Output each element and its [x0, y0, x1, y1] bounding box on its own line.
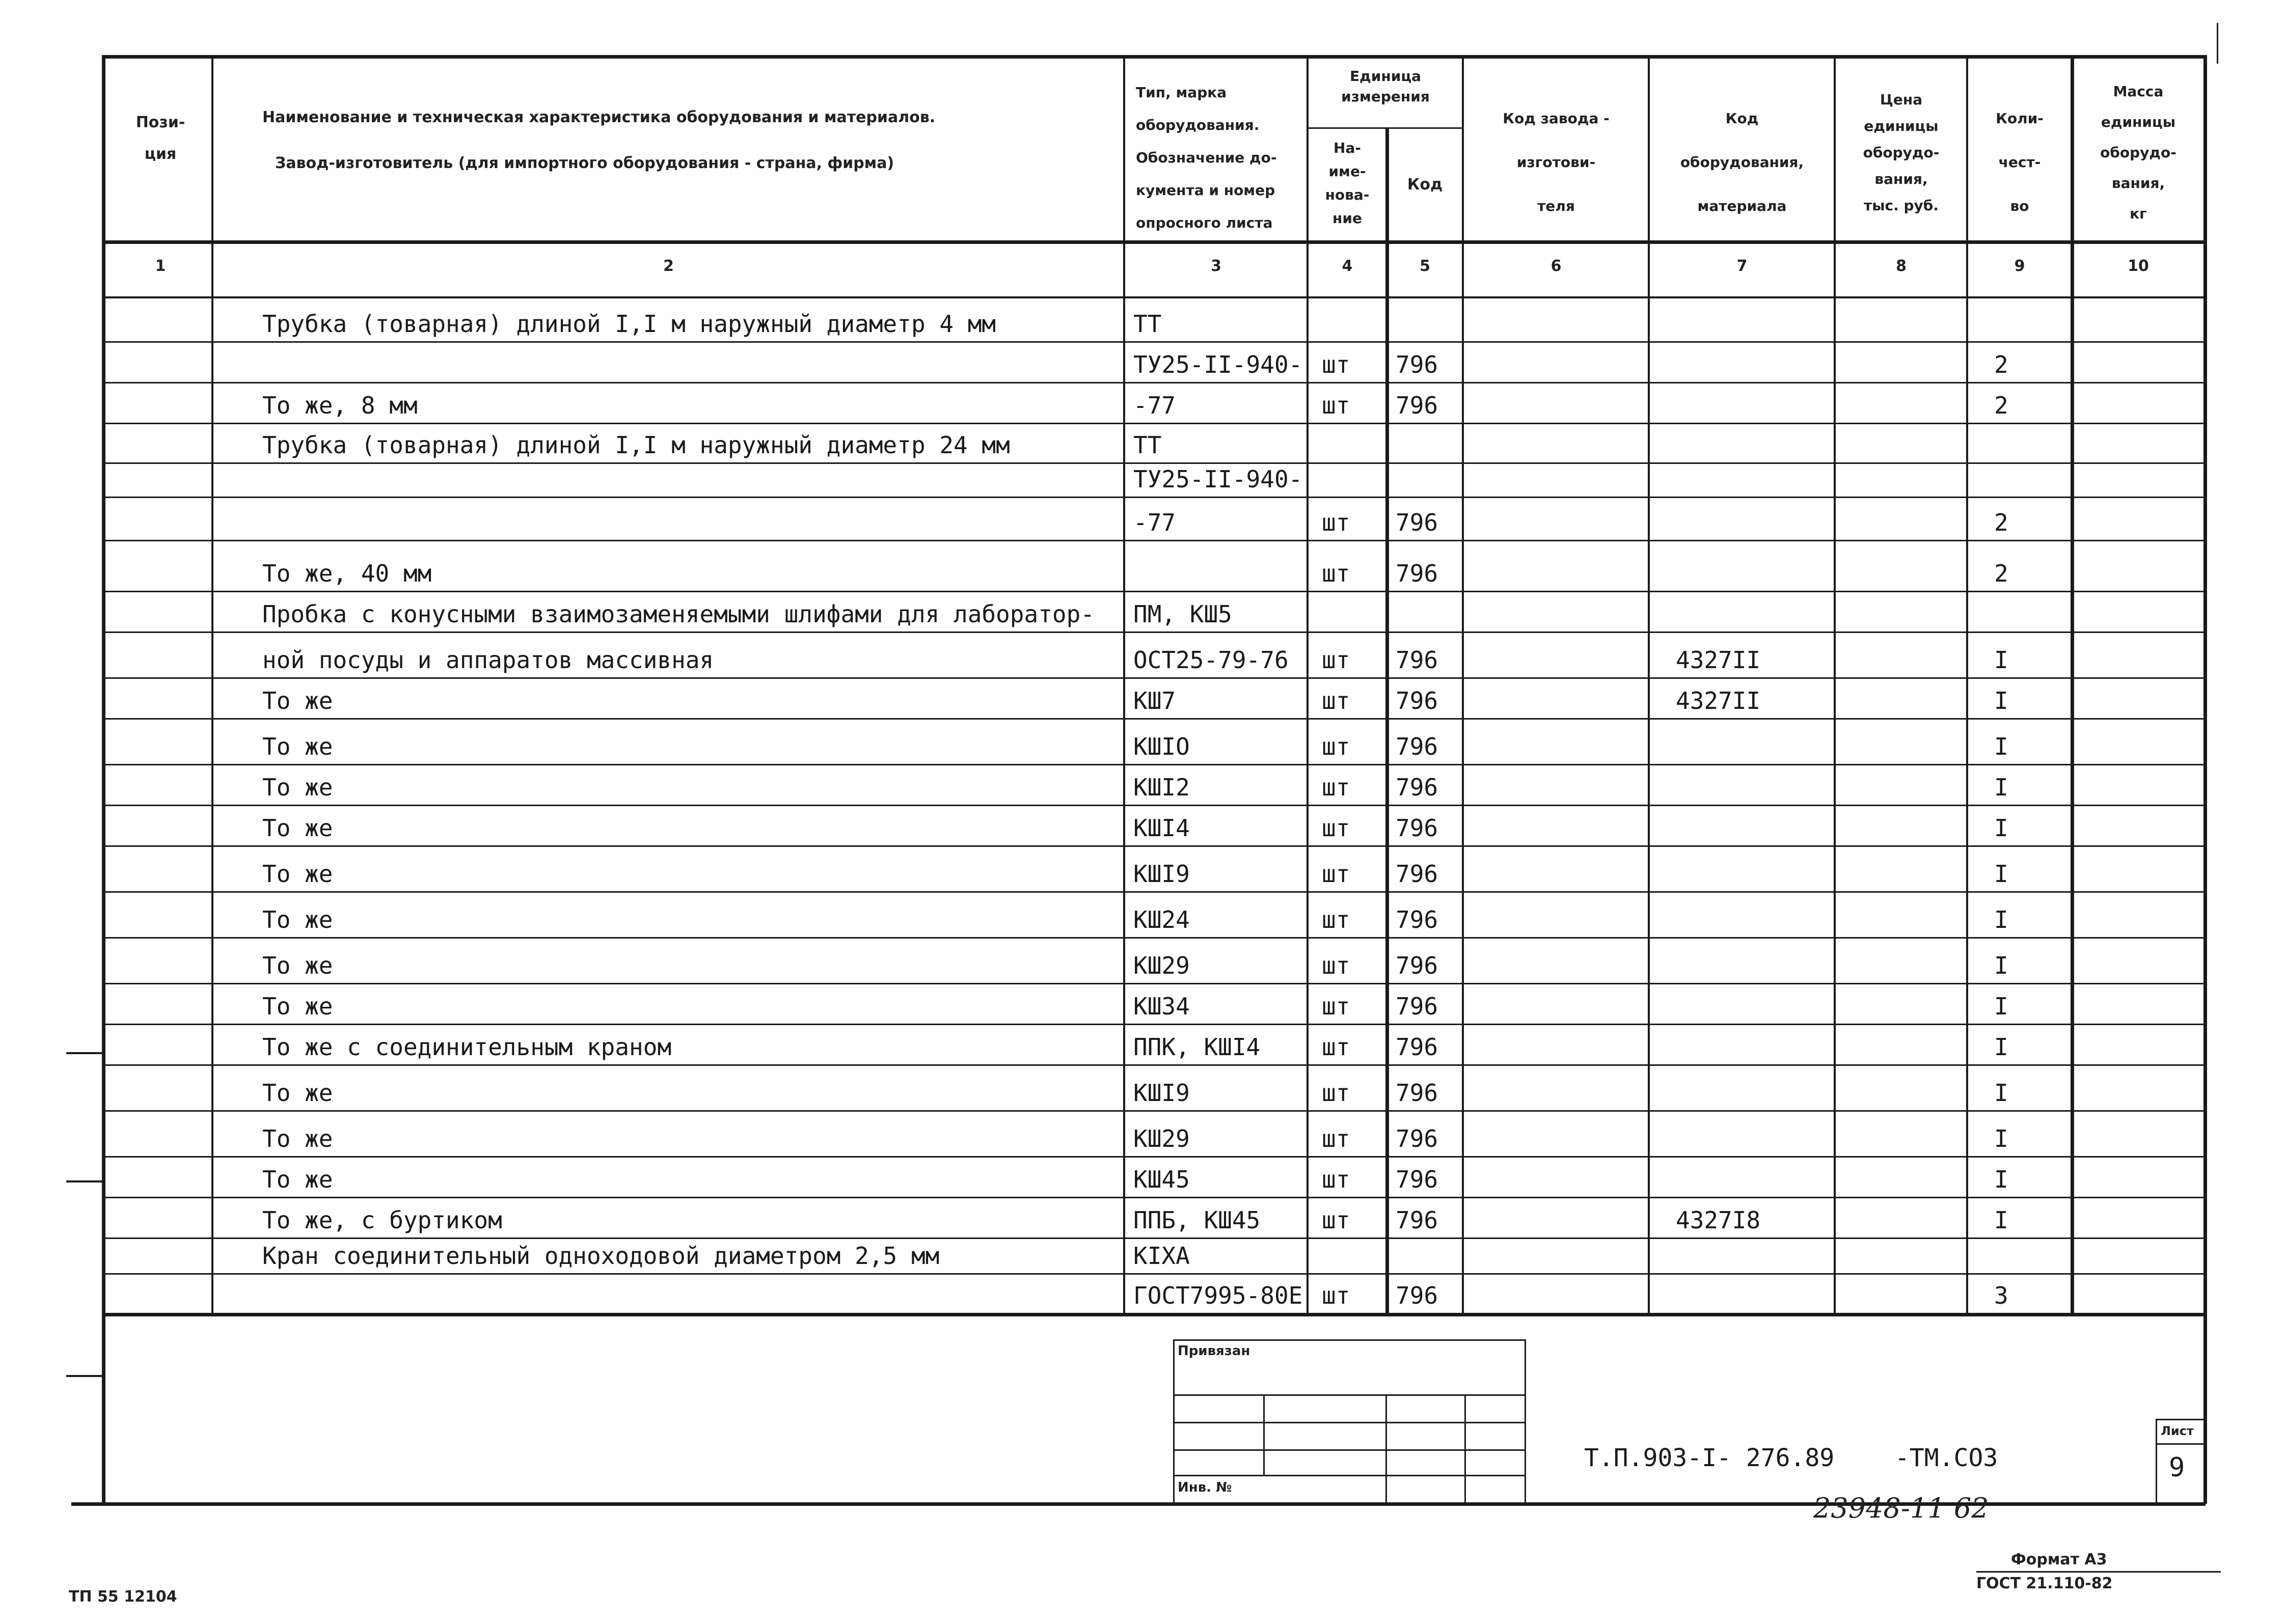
- item-name: То же: [262, 1125, 333, 1152]
- col-number-2: 2: [663, 257, 674, 275]
- frame-left-border: [102, 55, 105, 1504]
- item-unit-code: 796: [1396, 1206, 1438, 1234]
- item-unit: шт: [1322, 1282, 1350, 1309]
- item-type: ТУ25-II-940-: [1133, 351, 1303, 378]
- stamp-div-3: [1464, 1394, 1466, 1502]
- item-unit-code: 796: [1396, 509, 1438, 536]
- row-separator: [102, 1273, 2206, 1275]
- item-unit: шт: [1322, 1166, 1350, 1193]
- item-unit: шт: [1322, 392, 1350, 419]
- margin-tick-3: [66, 1375, 102, 1377]
- row-separator: [102, 591, 2206, 592]
- row-separator: [102, 1237, 2206, 1239]
- header-quantity: Коли- чест- во: [1996, 110, 2044, 214]
- item-name: То же, с буртиком: [262, 1206, 502, 1234]
- item-unit: шт: [1322, 906, 1350, 933]
- col-divider-2: [1123, 55, 1125, 1313]
- item-name: То же: [262, 993, 333, 1020]
- stamp-line-2: [1174, 1422, 1526, 1423]
- item-name: То же: [262, 687, 333, 714]
- col-divider-8: [1966, 55, 1968, 1313]
- stamp-left: [1173, 1339, 1175, 1502]
- item-unit: шт: [1322, 560, 1350, 587]
- item-type: ГОСТ7995-80Е: [1133, 1282, 1303, 1309]
- col-number-9: 9: [2014, 257, 2025, 275]
- stamp-div-2: [1385, 1394, 1387, 1502]
- item-unit-code: 796: [1396, 814, 1438, 842]
- frame-right-border: [2203, 55, 2207, 1504]
- stamp-right: [1525, 1339, 1526, 1502]
- item-quantity: I: [1994, 733, 2008, 760]
- item-type: КШI9: [1133, 1079, 1190, 1107]
- item-unit-code: 796: [1396, 351, 1438, 378]
- item-name: То же, 40 мм: [262, 560, 432, 587]
- header-name-line1: Наименование и техническая характеристика оборудования и материалов.: [262, 108, 936, 126]
- header-position: Пози- ция: [135, 114, 185, 163]
- row-separator: [102, 891, 2206, 893]
- item-type: ППБ, КШ45: [1133, 1206, 1261, 1234]
- item-quantity: I: [1994, 906, 2008, 933]
- col-number-7: 7: [1736, 257, 1748, 275]
- col-number-5: 5: [1420, 257, 1430, 275]
- item-quantity: 2: [1994, 560, 2008, 587]
- item-unit-code: 796: [1396, 646, 1438, 674]
- item-name: То же: [262, 906, 333, 933]
- row-separator: [102, 937, 2206, 939]
- item-unit: шт: [1322, 509, 1350, 536]
- item-quantity: 2: [1994, 392, 2008, 419]
- item-name: То же: [262, 733, 333, 760]
- item-quantity: I: [1994, 1206, 2008, 1234]
- item-quantity: I: [1994, 993, 2008, 1020]
- item-name: То же: [262, 814, 333, 842]
- col-divider-9: [2071, 55, 2074, 1313]
- item-quantity: I: [1994, 860, 2008, 888]
- col-number-6: 6: [1550, 257, 1562, 275]
- stamp-div-1: [1263, 1394, 1265, 1476]
- gost-label: ГОСТ 21.110-82: [1976, 1575, 2113, 1592]
- stamp-line-3: [1174, 1449, 1526, 1451]
- row-separator: [102, 764, 2206, 765]
- margin-tick-1: [66, 1052, 102, 1054]
- item-unit: шт: [1322, 860, 1350, 888]
- col-number-8: 8: [1896, 257, 1907, 275]
- item-unit-code: 796: [1396, 392, 1438, 419]
- item-name: То же: [262, 1166, 333, 1193]
- sheet-number: 9: [2169, 1452, 2185, 1483]
- handwritten-inventory-number: 23948-11 62: [1813, 1492, 1989, 1524]
- item-type: КШI9: [1133, 860, 1190, 888]
- print-code: ТП 55 12104: [69, 1588, 177, 1606]
- item-unit: шт: [1322, 1125, 1350, 1152]
- item-quantity: 2: [1994, 351, 2008, 378]
- row-separator: [102, 423, 2206, 424]
- item-quantity: I: [1994, 774, 2008, 801]
- item-unit-code: 796: [1396, 1033, 1438, 1061]
- row-separator: [102, 1197, 2206, 1198]
- table-bottom-border: [102, 1313, 2206, 1316]
- header-equipment-code: Код оборудования, материала: [1680, 110, 1804, 214]
- stamp-line-1: [1174, 1394, 1526, 1396]
- item-type: KIXA: [1133, 1242, 1190, 1270]
- format-label: Формат А3: [2011, 1551, 2107, 1568]
- item-type: КШIO: [1133, 733, 1190, 760]
- item-unit: шт: [1322, 774, 1350, 801]
- header-type: Тип, марка оборудования. Обозначение до- кумента и номер опросного листа: [1136, 84, 1277, 231]
- table-top-border: [102, 55, 2206, 59]
- header-unit-name: На- име- нова- ние: [1325, 140, 1370, 227]
- stamp-privyazan: Привязан: [1178, 1343, 1250, 1359]
- row-separator: [102, 497, 2206, 498]
- item-quantity: I: [1994, 814, 2008, 842]
- item-unit: шт: [1322, 687, 1350, 714]
- row-separator: [102, 1024, 2206, 1025]
- row-separator: [102, 540, 2206, 541]
- document-code: Т.П.903-I- 276.89: [1584, 1444, 1835, 1472]
- item-unit-code: 796: [1396, 1282, 1438, 1309]
- item-unit: шт: [1322, 1206, 1350, 1234]
- item-quantity: I: [1994, 1033, 2008, 1061]
- item-material-code: 4327II: [1676, 646, 1761, 674]
- item-type: КШI2: [1133, 774, 1190, 801]
- item-unit-code: 796: [1396, 993, 1438, 1020]
- item-quantity: 2: [1994, 509, 2008, 536]
- item-unit-code: 796: [1396, 860, 1438, 888]
- row-separator: [102, 382, 2206, 383]
- item-quantity: I: [1994, 952, 2008, 979]
- item-type: ТТ: [1133, 310, 1162, 338]
- item-unit: шт: [1322, 351, 1350, 378]
- item-name: То же: [262, 774, 333, 801]
- item-unit: шт: [1322, 733, 1350, 760]
- item-name: Трубка (товарная) длиной I,I м наружный диаметр 24 мм: [262, 431, 1010, 459]
- row-separator: [102, 462, 2206, 464]
- item-quantity: I: [1994, 1125, 2008, 1152]
- document-code-suffix: -ТМ.СО3: [1895, 1444, 1998, 1472]
- item-unit-code: 796: [1396, 560, 1438, 587]
- sheet-label: Лист: [2161, 1424, 2194, 1438]
- item-type: КШ29: [1133, 1125, 1190, 1152]
- item-unit: шт: [1322, 993, 1350, 1020]
- col-number-4: 4: [1342, 257, 1353, 275]
- item-unit-code: 796: [1396, 733, 1438, 760]
- margin-tick-2: [66, 1180, 102, 1182]
- item-name: Трубка (товарная) длиной I,I м наружный диаметр 4 мм: [262, 310, 996, 338]
- item-material-code: 4327I8: [1676, 1206, 1761, 1234]
- row-separator: [102, 1156, 2206, 1158]
- item-quantity: 3: [1994, 1282, 2008, 1309]
- col-divider-4: [1385, 127, 1389, 1313]
- corner-mark: [2217, 23, 2218, 64]
- item-type: -77: [1133, 392, 1176, 419]
- item-unit: шт: [1322, 952, 1350, 979]
- row-separator: [102, 805, 2206, 806]
- stamp-top: [1174, 1339, 1526, 1341]
- item-unit: шт: [1322, 1079, 1350, 1107]
- item-type: ОСТ25-79-76: [1133, 646, 1289, 674]
- row-separator: [102, 845, 2206, 847]
- item-type: ТУ25-II-940-: [1133, 465, 1303, 493]
- row-separator: [102, 631, 2206, 633]
- item-type: КШ29: [1133, 952, 1190, 979]
- item-name: То же: [262, 1079, 333, 1107]
- col-number-10: 10: [2128, 257, 2149, 275]
- row-separator: [102, 718, 2206, 720]
- item-quantity: I: [1994, 646, 2008, 674]
- header-bottom-border: [102, 240, 2206, 244]
- header-unit-group: Единица измерения: [1341, 68, 1430, 105]
- item-quantity: I: [1994, 1166, 2008, 1193]
- col-divider-6: [1648, 55, 1650, 1313]
- column-numbers-bottom-border: [102, 296, 2206, 298]
- col-divider-1: [211, 55, 213, 1313]
- sheet-box-left: [2156, 1419, 2157, 1502]
- unit-subheader-line: [1307, 127, 1462, 129]
- col-divider-5: [1462, 55, 1464, 1313]
- item-name: То же с соединительным краном: [262, 1033, 672, 1061]
- item-unit: шт: [1322, 646, 1350, 674]
- header-unit-code: Код: [1407, 176, 1443, 194]
- item-name: То же, 8 мм: [262, 392, 418, 419]
- item-unit-code: 796: [1396, 1125, 1438, 1152]
- item-unit-code: 796: [1396, 774, 1438, 801]
- col-divider-7: [1834, 55, 1836, 1313]
- item-unit-code: 796: [1396, 687, 1438, 714]
- item-unit: шт: [1322, 814, 1350, 842]
- item-type: КШ45: [1133, 1166, 1190, 1193]
- item-name: ной посуды и аппаратов массивная: [262, 646, 714, 674]
- item-unit-code: 796: [1396, 952, 1438, 979]
- item-type: КШ24: [1133, 906, 1190, 933]
- item-type: КШ34: [1133, 993, 1190, 1020]
- item-name: Пробка с конусными взаимозаменяемыми шлифами для лаборатор-: [262, 600, 1095, 628]
- item-type: ПМ, КШ5: [1133, 600, 1232, 628]
- header-price: Цена единицы оборудо- вания, тыс. руб.: [1863, 91, 1940, 214]
- row-separator: [102, 677, 2206, 679]
- row-separator: [102, 1110, 2206, 1112]
- col-number-3: 3: [1211, 257, 1221, 275]
- item-type: ППК, КШI4: [1133, 1033, 1261, 1061]
- row-separator: [102, 1064, 2206, 1066]
- item-unit: шт: [1322, 1033, 1350, 1061]
- col-number-1: 1: [155, 257, 166, 275]
- item-type: -77: [1133, 509, 1176, 536]
- item-unit-code: 796: [1396, 906, 1438, 933]
- item-name: То же: [262, 860, 333, 888]
- header-name-line2: Завод-изготовитель (для импортного оборудования - страна, фирма): [275, 154, 894, 172]
- item-type: КШ7: [1133, 687, 1176, 714]
- item-quantity: I: [1994, 687, 2008, 714]
- row-separator: [102, 983, 2206, 984]
- item-name: Кран соединительный одноходовой диаметром 2,5 мм: [262, 1242, 940, 1270]
- item-quantity: I: [1994, 1079, 2008, 1107]
- header-mass: Масса единицы оборудо- вания, кг: [2100, 83, 2176, 222]
- header-plant-code: Код завода - изготови- теля: [1503, 110, 1610, 214]
- sheet-box-top: [2156, 1419, 2205, 1420]
- stamp-inv-no: Инв. №: [1178, 1480, 1232, 1495]
- sheet-box-mid: [2156, 1443, 2205, 1445]
- row-separator: [102, 341, 2206, 343]
- item-unit-code: 796: [1396, 1166, 1438, 1193]
- item-type: КШI4: [1133, 814, 1190, 842]
- item-unit-code: 796: [1396, 1079, 1438, 1107]
- item-material-code: 4327II: [1676, 687, 1761, 714]
- stamp-line-4: [1174, 1475, 1526, 1476]
- col-divider-3: [1307, 55, 1309, 1313]
- item-type: ТТ: [1133, 431, 1162, 459]
- item-name: То же: [262, 952, 333, 979]
- footer-rule: [1976, 1571, 2221, 1573]
